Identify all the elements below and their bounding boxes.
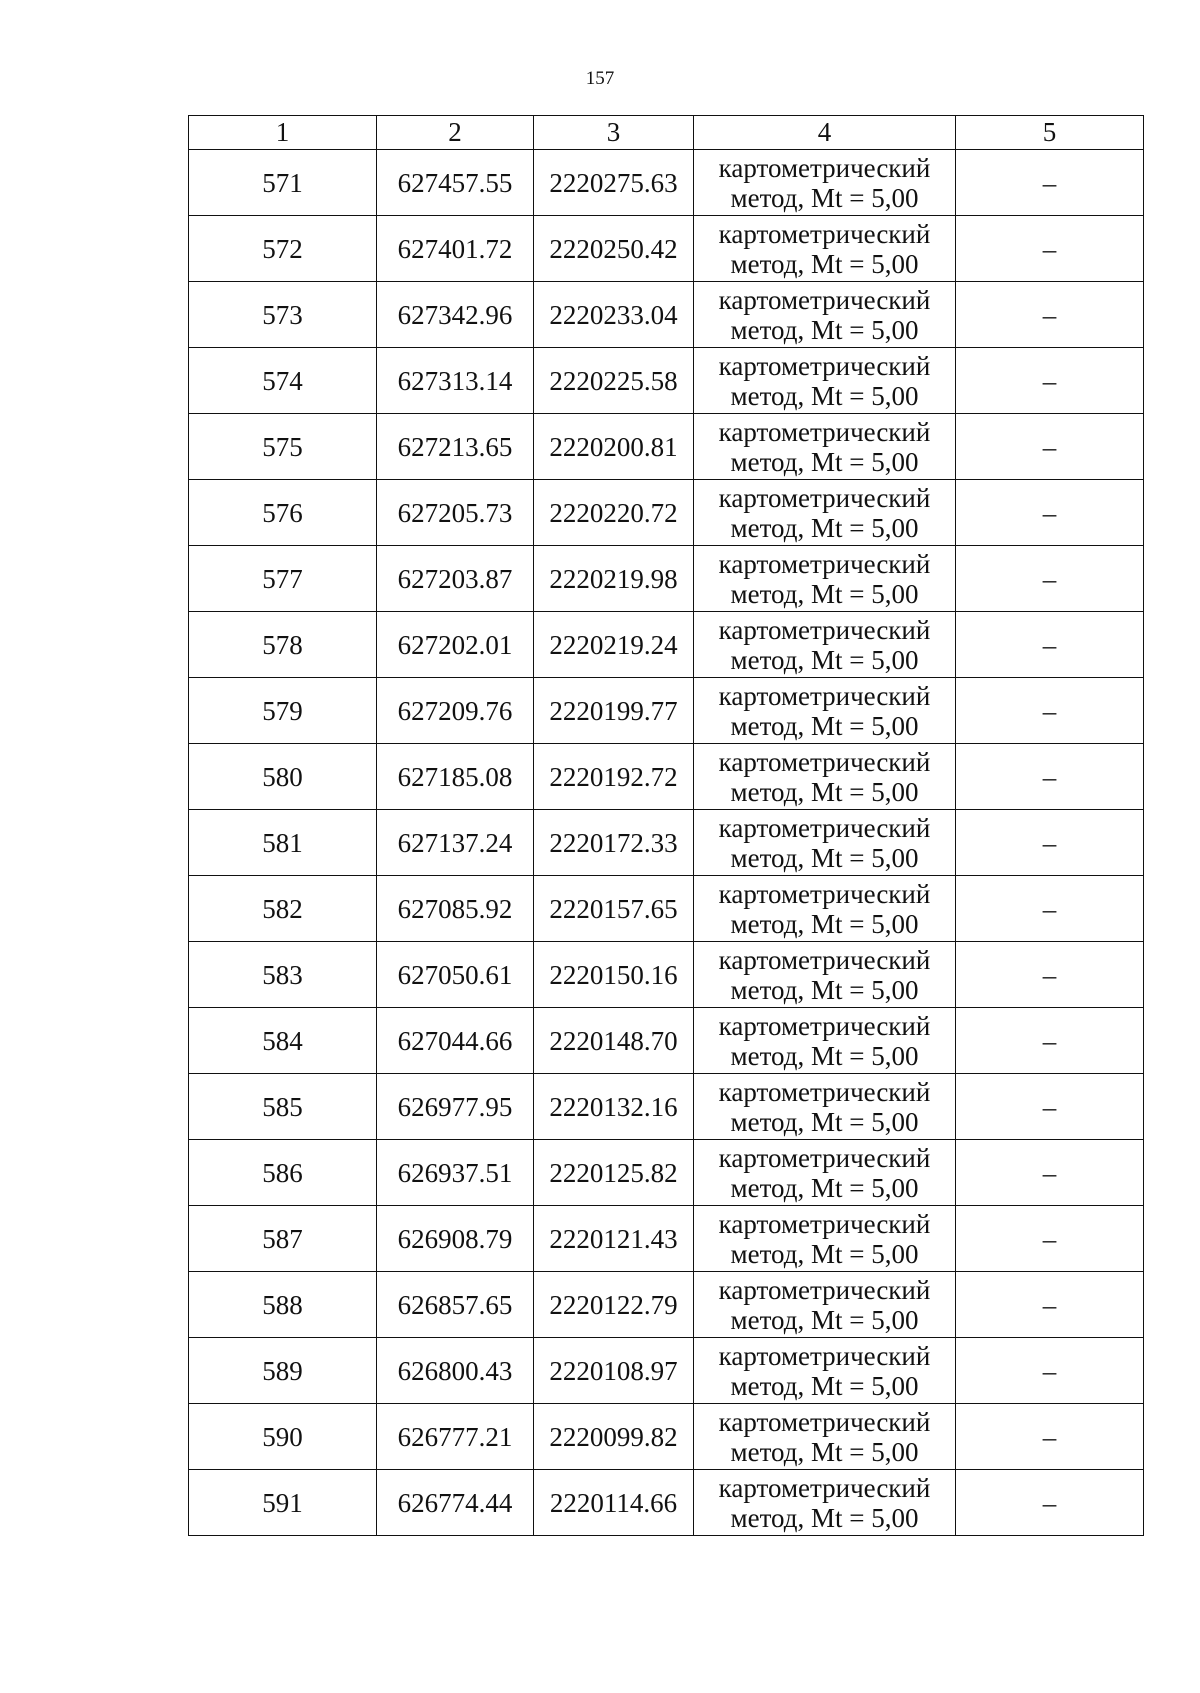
y-coordinate-cell: 2220157.65 — [534, 876, 694, 942]
y-coordinate-cell: 2220108.97 — [534, 1338, 694, 1404]
method-cell — [694, 942, 956, 1008]
method-text-line-1: картометрический — [718, 680, 931, 711]
y-coordinate-cell: 2220200.81 — [534, 414, 694, 480]
point-number-cell: 582 — [189, 876, 377, 942]
method-text-line-2: метод, Mt = 5,00 — [730, 974, 919, 1005]
method-text-line-2: метод, Mt = 5,00 — [730, 182, 919, 213]
note-cell: – — [956, 1272, 1144, 1338]
method-text-line-2: метод, Mt = 5,00 — [730, 842, 919, 873]
note-cell: – — [956, 1008, 1144, 1074]
y-coordinate-cell: 2220148.70 — [534, 1008, 694, 1074]
method-text-line-2: метод, Mt = 5,00 — [730, 248, 919, 279]
y-coordinate-cell: 2220199.77 — [534, 678, 694, 744]
y-coordinate-cell: 2220121.43 — [534, 1206, 694, 1272]
x-coordinate-cell: 627050.61 — [377, 942, 534, 1008]
table-row — [189, 1272, 1144, 1338]
x-coordinate-cell: 626800.43 — [377, 1338, 534, 1404]
coordinates-table — [188, 115, 1144, 1536]
point-number-cell: 584 — [189, 1008, 377, 1074]
point-number-cell: 589 — [189, 1338, 377, 1404]
y-coordinate-cell: 2220233.04 — [534, 282, 694, 348]
method-text-line-1: картометрический — [718, 482, 931, 513]
method-text-line-1: картометрический — [718, 1208, 931, 1239]
method-cell — [694, 414, 956, 480]
point-number-cell: 585 — [189, 1074, 377, 1140]
y-coordinate-cell: 2220114.66 — [534, 1470, 694, 1536]
note-cell: – — [956, 1206, 1144, 1272]
method-cell — [694, 1272, 956, 1338]
y-coordinate-cell: 2220132.16 — [534, 1074, 694, 1140]
method-text-line-1: картометрический — [718, 1406, 931, 1437]
point-number-cell: 587 — [189, 1206, 377, 1272]
point-number-cell: 573 — [189, 282, 377, 348]
y-coordinate-cell: 2220250.42 — [534, 216, 694, 282]
y-coordinate-cell: 2220172.33 — [534, 810, 694, 876]
y-coordinate-cell: 2220220.72 — [534, 480, 694, 546]
method-text-line-2: метод, Mt = 5,00 — [730, 776, 919, 807]
table-row — [189, 1140, 1144, 1206]
method-text-line-2: метод, Mt = 5,00 — [730, 1172, 919, 1203]
method-text-line-2: метод, Mt = 5,00 — [730, 380, 919, 411]
table-row — [189, 546, 1144, 612]
method-text-line-2: метод, Mt = 5,00 — [730, 1436, 919, 1467]
note-cell: – — [956, 216, 1144, 282]
method-text-line-1: картометрический — [718, 218, 931, 249]
method-text-line-1: картометрический — [718, 1010, 931, 1041]
method-text-line-1: картометрический — [718, 416, 931, 447]
point-number-cell: 590 — [189, 1404, 377, 1470]
x-coordinate-cell: 627185.08 — [377, 744, 534, 810]
column-header-3: 3 — [534, 116, 694, 150]
point-number-cell: 572 — [189, 216, 377, 282]
method-text-line-2: метод, Mt = 5,00 — [730, 1502, 919, 1533]
method-text-line-1: картометрический — [718, 1472, 931, 1503]
point-number-cell: 575 — [189, 414, 377, 480]
column-header-5: 5 — [956, 116, 1144, 150]
note-cell: – — [956, 1404, 1144, 1470]
x-coordinate-cell: 627342.96 — [377, 282, 534, 348]
x-coordinate-cell: 626777.21 — [377, 1404, 534, 1470]
note-cell: – — [956, 876, 1144, 942]
table-row — [189, 480, 1144, 546]
x-coordinate-cell: 626908.79 — [377, 1206, 534, 1272]
method-text-line-1: картометрический — [718, 812, 931, 843]
x-coordinate-cell: 627203.87 — [377, 546, 534, 612]
point-number-cell: 571 — [189, 150, 377, 216]
method-text-line-1: картометрический — [718, 746, 931, 777]
method-cell — [694, 1140, 956, 1206]
method-cell — [694, 1206, 956, 1272]
method-cell — [694, 744, 956, 810]
method-text-line-2: метод, Mt = 5,00 — [730, 578, 919, 609]
table-row — [189, 1074, 1144, 1140]
note-cell: – — [956, 348, 1144, 414]
y-coordinate-cell: 2220122.79 — [534, 1272, 694, 1338]
point-number-cell: 576 — [189, 480, 377, 546]
table-row — [189, 414, 1144, 480]
method-text-line-2: метод, Mt = 5,00 — [730, 314, 919, 345]
y-coordinate-cell: 2220275.63 — [534, 150, 694, 216]
method-text-line-2: метод, Mt = 5,00 — [730, 1238, 919, 1269]
method-cell — [694, 216, 956, 282]
column-header-1: 1 — [189, 116, 377, 150]
method-text-line-1: картометрический — [718, 878, 931, 909]
note-cell: – — [956, 1470, 1144, 1536]
x-coordinate-cell: 627044.66 — [377, 1008, 534, 1074]
table-row — [189, 876, 1144, 942]
x-coordinate-cell: 627202.01 — [377, 612, 534, 678]
method-cell — [694, 810, 956, 876]
method-text-line-1: картометрический — [718, 1340, 931, 1371]
note-cell: – — [956, 480, 1144, 546]
method-cell — [694, 150, 956, 216]
method-text-line-1: картометрический — [718, 1274, 931, 1305]
method-text-line-2: метод, Mt = 5,00 — [730, 644, 919, 675]
method-text-line-1: картометрический — [718, 614, 931, 645]
method-text-line-1: картометрический — [718, 548, 931, 579]
note-cell: – — [956, 942, 1144, 1008]
table-row — [189, 942, 1144, 1008]
point-number-cell: 579 — [189, 678, 377, 744]
note-cell: – — [956, 1140, 1144, 1206]
column-header-2: 2 — [377, 116, 534, 150]
y-coordinate-cell: 2220099.82 — [534, 1404, 694, 1470]
method-text-line-1: картометрический — [718, 1076, 931, 1107]
x-coordinate-cell: 626857.65 — [377, 1272, 534, 1338]
note-cell: – — [956, 1338, 1144, 1404]
table-row — [189, 282, 1144, 348]
table-row — [189, 1206, 1144, 1272]
y-coordinate-cell: 2220150.16 — [534, 942, 694, 1008]
x-coordinate-cell: 626774.44 — [377, 1470, 534, 1536]
method-text-line-2: метод, Mt = 5,00 — [730, 512, 919, 543]
method-text-line-1: картометрический — [718, 284, 931, 315]
method-cell — [694, 348, 956, 414]
note-cell: – — [956, 546, 1144, 612]
method-cell — [694, 1074, 956, 1140]
table-row — [189, 1470, 1144, 1536]
note-cell: – — [956, 810, 1144, 876]
x-coordinate-cell: 627205.73 — [377, 480, 534, 546]
point-number-cell: 577 — [189, 546, 377, 612]
method-cell — [694, 480, 956, 546]
point-number-cell: 578 — [189, 612, 377, 678]
method-cell — [694, 612, 956, 678]
note-cell: – — [956, 744, 1144, 810]
point-number-cell: 586 — [189, 1140, 377, 1206]
x-coordinate-cell: 627457.55 — [377, 150, 534, 216]
header-row — [189, 116, 1144, 150]
y-coordinate-cell: 2220225.58 — [534, 348, 694, 414]
page-number: 157 — [585, 68, 615, 89]
table-row — [189, 744, 1144, 810]
method-text-line-1: картометрический — [718, 350, 931, 381]
y-coordinate-cell: 2220219.98 — [534, 546, 694, 612]
method-text-line-2: метод, Mt = 5,00 — [730, 1106, 919, 1137]
method-text-line-2: метод, Mt = 5,00 — [730, 446, 919, 477]
method-text-line-2: метод, Mt = 5,00 — [730, 710, 919, 741]
table-row — [189, 678, 1144, 744]
x-coordinate-cell: 627209.76 — [377, 678, 534, 744]
table-row — [189, 348, 1144, 414]
method-cell — [694, 678, 956, 744]
table-row — [189, 1404, 1144, 1470]
x-coordinate-cell: 627085.92 — [377, 876, 534, 942]
method-text-line-1: картометрический — [718, 1142, 931, 1173]
x-coordinate-cell: 627137.24 — [377, 810, 534, 876]
table-row — [189, 612, 1144, 678]
method-cell — [694, 1404, 956, 1470]
table-row — [189, 216, 1144, 282]
method-cell — [694, 1008, 956, 1074]
point-number-cell: 580 — [189, 744, 377, 810]
note-cell: – — [956, 282, 1144, 348]
table-row — [189, 1008, 1144, 1074]
point-number-cell: 588 — [189, 1272, 377, 1338]
x-coordinate-cell: 627401.72 — [377, 216, 534, 282]
table-row — [189, 1338, 1144, 1404]
note-cell: – — [956, 678, 1144, 744]
y-coordinate-cell: 2220219.24 — [534, 612, 694, 678]
method-text-line-2: метод, Mt = 5,00 — [730, 1304, 919, 1335]
y-coordinate-cell: 2220125.82 — [534, 1140, 694, 1206]
table-header — [189, 116, 1144, 150]
point-number-cell: 583 — [189, 942, 377, 1008]
table-row — [189, 810, 1144, 876]
point-number-cell: 574 — [189, 348, 377, 414]
note-cell: – — [956, 612, 1144, 678]
method-text-line-2: метод, Mt = 5,00 — [730, 1370, 919, 1401]
method-text-line-2: метод, Mt = 5,00 — [730, 1040, 919, 1071]
point-number-cell: 591 — [189, 1470, 377, 1536]
method-cell — [694, 546, 956, 612]
point-number-cell: 581 — [189, 810, 377, 876]
table-body — [189, 150, 1144, 1536]
note-cell: – — [956, 1074, 1144, 1140]
x-coordinate-cell: 626977.95 — [377, 1074, 534, 1140]
method-text-line-1: картометрический — [718, 152, 931, 183]
note-cell: – — [956, 414, 1144, 480]
method-text-line-1: картометрический — [718, 944, 931, 975]
method-cell — [694, 1470, 956, 1536]
column-header-4: 4 — [694, 116, 956, 150]
method-cell — [694, 1338, 956, 1404]
y-coordinate-cell: 2220192.72 — [534, 744, 694, 810]
x-coordinate-cell: 627313.14 — [377, 348, 534, 414]
x-coordinate-cell: 626937.51 — [377, 1140, 534, 1206]
method-cell — [694, 282, 956, 348]
method-cell — [694, 876, 956, 942]
table-row — [189, 150, 1144, 216]
note-cell: – — [956, 150, 1144, 216]
method-text-line-2: метод, Mt = 5,00 — [730, 908, 919, 939]
x-coordinate-cell: 627213.65 — [377, 414, 534, 480]
